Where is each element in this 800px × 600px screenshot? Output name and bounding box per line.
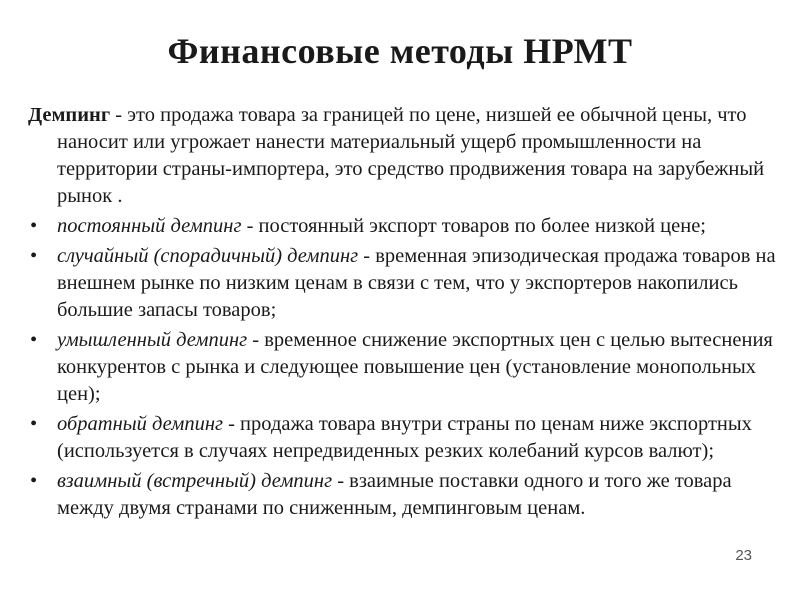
intro-definition bbox=[28, 102, 778, 210]
list-item-intentional bbox=[28, 327, 778, 408]
list-item-reverse bbox=[28, 411, 778, 465]
list-item-term: обратный демпинг bbox=[57, 413, 223, 435]
bullet-icon: • bbox=[30, 245, 38, 267]
list-item-text: - временная эпизодическая продажа товаров на внешнем рынке по низким ценам в связи с тем, что у экспортеров накопились большие запасы товаров; bbox=[57, 245, 776, 321]
list-item-term: умышленный демпинг bbox=[57, 329, 248, 351]
slide-body bbox=[28, 102, 778, 525]
list-item-text: - временное снижение экспортных цен с целью вытеснения конкурентов с рынка и следующее повышение цен (установление монопольных цен); bbox=[57, 329, 773, 405]
list-item-term: случайный (спорадичный) демпинг bbox=[57, 245, 359, 267]
list-item-sporadic bbox=[28, 243, 778, 324]
intro-term: Демпинг bbox=[28, 104, 111, 126]
bullet-icon: • bbox=[30, 413, 38, 435]
list-item-mutual bbox=[28, 468, 778, 522]
slide-title: Финансовые методы НРМТ bbox=[167, 31, 633, 71]
bullet-icon: • bbox=[30, 215, 38, 237]
list-item-text: - постоянный экспорт товаров по более низкой цене; bbox=[241, 215, 707, 237]
dumping-types-list bbox=[28, 213, 778, 522]
page-number: 23 bbox=[735, 547, 752, 564]
intro-text: - это продажа товара за границей по цене, низшей ее обычной цены, что наносит или угрожает нанести материальный ущерб промышленности на территории страны-импортера, это средство продвижения товара на зарубежный рынок . bbox=[57, 104, 765, 207]
list-item-permanent bbox=[28, 213, 778, 240]
bullet-icon: • bbox=[30, 470, 38, 492]
list-item-term: взаимный (встречный) демпинг bbox=[57, 470, 333, 492]
bullet-icon: • bbox=[30, 329, 38, 351]
list-item-term: постоянный демпинг bbox=[57, 215, 242, 237]
list-item-text: - продажа товара внутри страны по ценам ниже экспортных (используется в случаях непредвиденных резких колебаний курсов валют); bbox=[57, 413, 752, 462]
list-item-text: - взаимные поставки одного и того же товара между двумя странами по сниженным, демпинговым ценам. bbox=[57, 470, 732, 519]
